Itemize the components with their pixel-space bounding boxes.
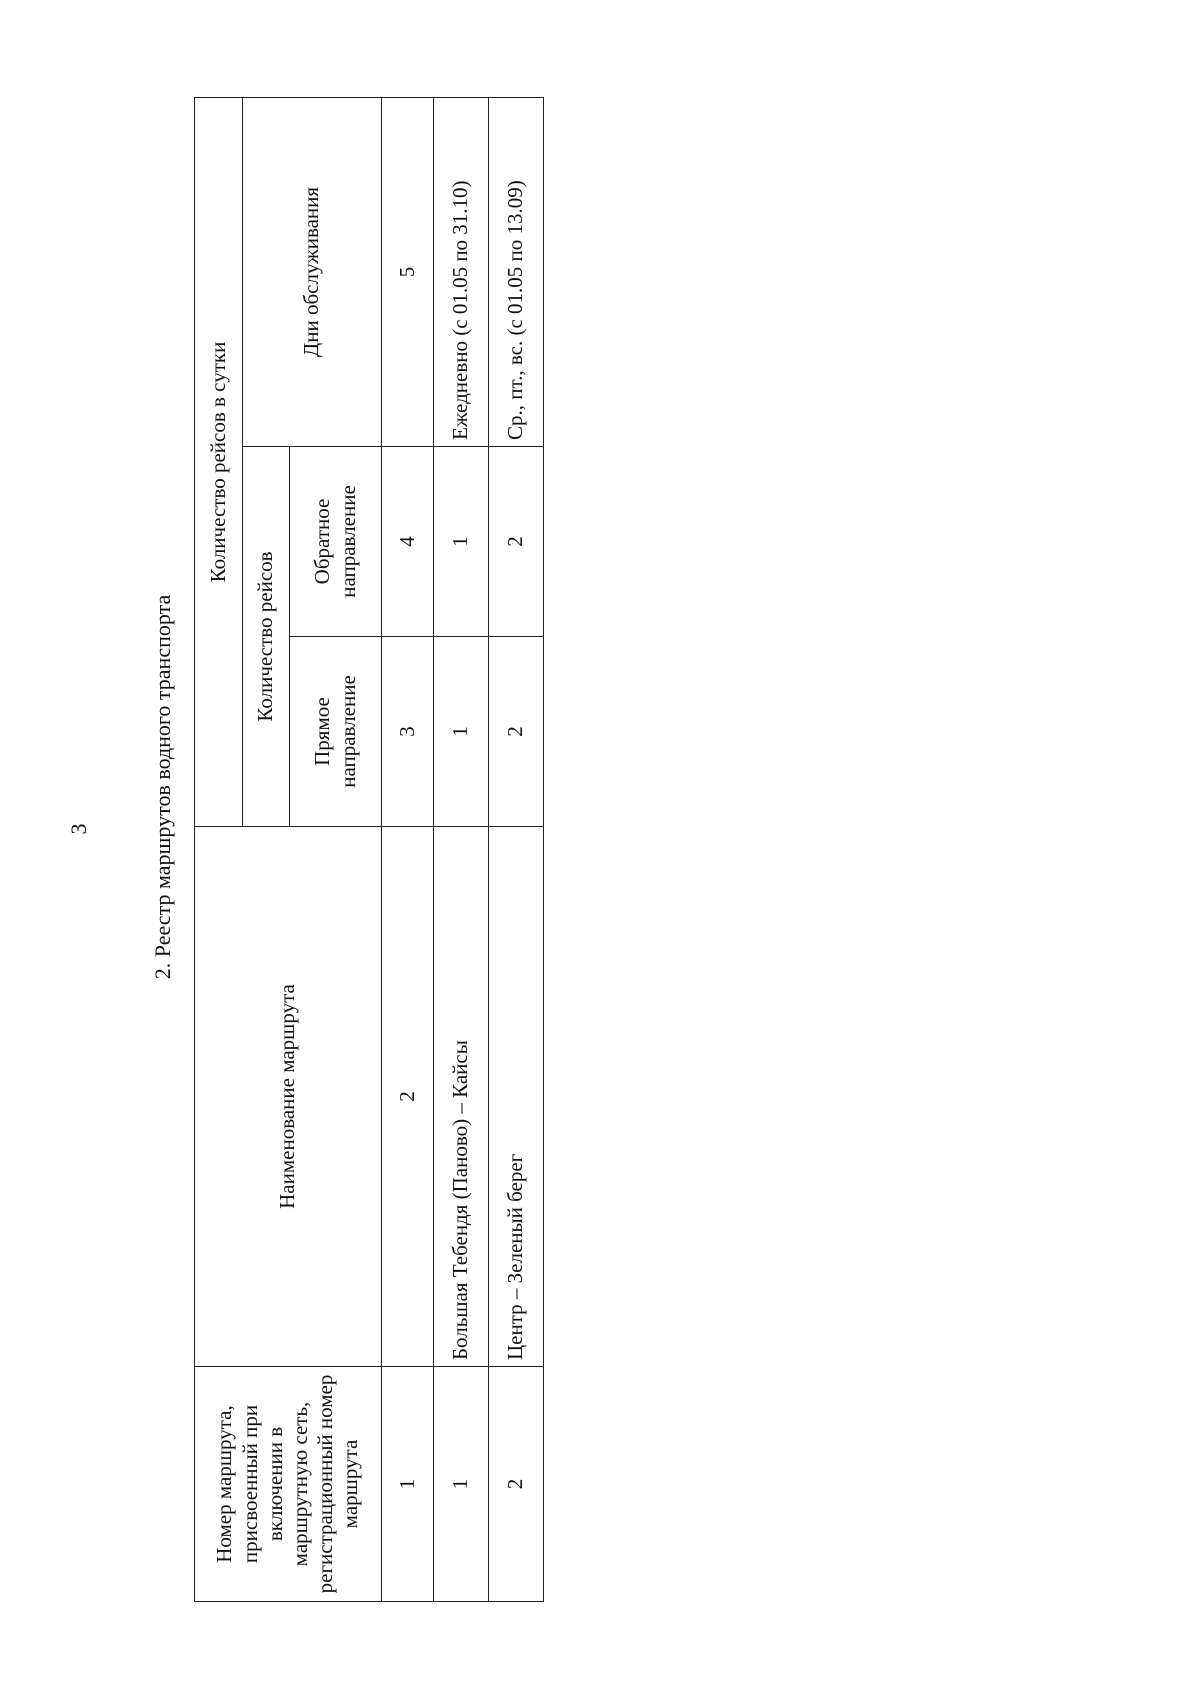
route-name: Большая Тебендя (Паново) – Кайсы — [434, 827, 489, 1367]
header-service-days: Дни обслуживания — [243, 98, 382, 447]
table-row — [434, 98, 489, 1602]
table-row — [489, 98, 544, 1602]
document-title: 2. Реестр маршрутов водного транспорта — [150, 594, 175, 980]
header-route-name: Наименование маршрута — [195, 827, 382, 1367]
column-number: 1 — [382, 1367, 434, 1602]
forward-trips: 1 — [434, 637, 489, 827]
column-number: 2 — [382, 827, 434, 1367]
reverse-trips: 2 — [489, 447, 544, 637]
column-numbers-row — [382, 98, 434, 1602]
route-number: 2 — [489, 1367, 544, 1602]
forward-trips: 2 — [489, 637, 544, 827]
page-number: 3 — [66, 823, 91, 835]
route-name: Центр – Зеленый берег — [489, 827, 544, 1367]
header-route-number: Номер маршрута, присвоенный при включении в маршрутную сеть, регистрационный номер маршрута — [195, 1367, 382, 1602]
routes-registry-table — [194, 97, 544, 1602]
service-days: Ежедневно (с 01.05 по 31.10) — [434, 98, 489, 447]
header-reverse-direction: Обратное направление — [290, 447, 382, 637]
column-number: 4 — [382, 447, 434, 637]
column-number: 5 — [382, 98, 434, 447]
header-trips-per-day: Количество рейсов в сутки — [195, 98, 243, 827]
service-days: Ср., пт., вс. (с 01.05 по 13.09) — [489, 98, 544, 447]
column-number: 3 — [382, 637, 434, 827]
reverse-trips: 1 — [434, 447, 489, 637]
header-trips-count: Количество рейсов — [243, 447, 290, 827]
route-number: 1 — [434, 1367, 489, 1602]
header-forward-direction: Прямое направление — [290, 637, 382, 827]
